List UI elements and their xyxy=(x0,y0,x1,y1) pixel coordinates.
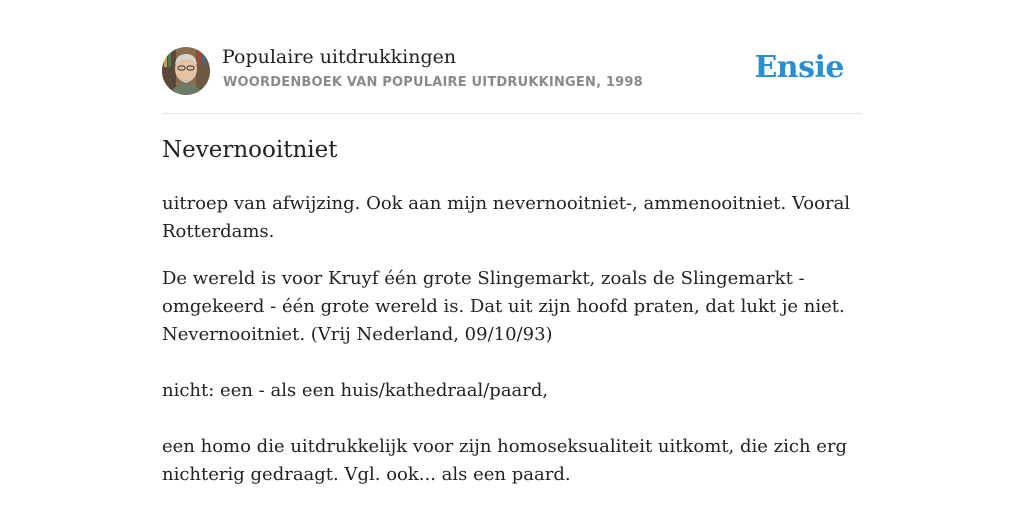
entry-body xyxy=(162,190,862,508)
entry-example: De wereld is voor Kruyf één grote Slingemarkt, zoals de Slingemarkt - omgekeerd - één grote wereld is. Dat uit zijn hoofd praten, dat lukt je niet. Nevernooitniet. (Vrij Nederland, 09/10/93) nicht: een - als een huis/kathedraal/paard, een homo die uitdrukkelijk voor zijn homoseksualiteit uitkomt, die zich erg nichterig gedraagt. Vgl. ook... als een paard. xyxy=(162,268,848,485)
source-subtitle: WOORDENBOEK VAN POPULAIRE UITDRUKKINGEN, 1998 xyxy=(223,75,643,90)
ensie-logo[interactable]: Ensie xyxy=(754,50,844,85)
source-title[interactable]: Populaire uitdrukkingen xyxy=(222,46,457,68)
avatar-portrait-icon xyxy=(162,47,210,95)
entry-card xyxy=(162,0,862,485)
author-avatar[interactable] xyxy=(162,47,210,95)
entry-definition: uitroep van afwijzing. Ook aan mijn nevernooitniet-, ammenooitniet. Vooral Rotterdams. xyxy=(162,193,851,242)
entry-title: Nevernooitniet xyxy=(162,137,338,163)
source-header xyxy=(162,0,862,114)
